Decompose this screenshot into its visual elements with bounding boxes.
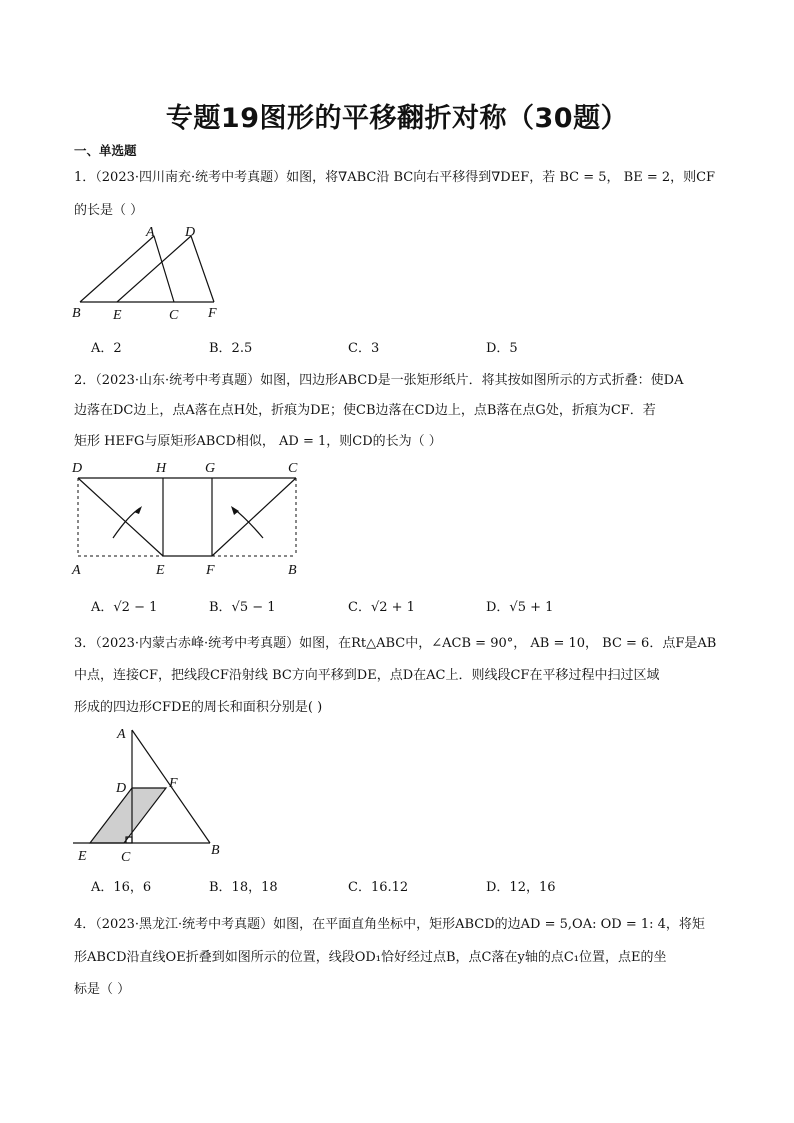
q1-option-a[interactable]: A．2 [91,341,122,356]
q3-option-a[interactable]: A．16，6 [91,880,152,895]
q3-option-c[interactable]: C．16.12 [348,880,409,895]
q2-option-a[interactable]: A．√2 − 1 [91,600,158,615]
q1-line-1: 1．（2023·四川南充·统考中考真题）如图，将∇ABC沿 BC向右平移得到∇DEF，若 BC = 5， BE = 2，则CF [74,170,716,185]
q2-label-g: G [205,461,216,476]
q2-figure [68,456,308,580]
q2-option-b[interactable]: B．√5 − 1 [209,600,276,615]
q3-line-3: 形成的四边形CFDE的周长和面积分别是( ) [74,700,323,715]
q3-label-f: F [169,776,178,791]
q2-label-a: A [72,563,81,578]
q2-label-c: C [288,461,298,476]
q2-label-d: D [72,461,83,476]
q2-option-d[interactable]: D．√5 + 1 [486,600,554,615]
q1-option-d[interactable]: D．5 [486,341,518,356]
q1-line-2: 的长是（ ） [74,203,144,218]
q2-label-h: H [156,461,167,476]
q3-line-2: 中点，连接CF，把线段CF沿射线 BC方向平移到DE，点D在AC上．则线段CF在平移过程中扫过区域 [74,668,660,683]
q2-option-c[interactable]: C．√2 + 1 [348,600,415,615]
q1-label-c: C [169,308,179,322]
q2-line-3: 矩形 HEFG与原矩形ABCD相似， AD = 1，则CD的长为（ ） [74,434,442,449]
q3-label-a: A [117,727,126,742]
q4-line-2: 形ABCD沿直线OE折叠到如图所示的位置，线段OD₁恰好经过点B，点C落在y轴的点C₁位置，点E的坐 [74,950,667,965]
q1-option-c[interactable]: C．3 [348,341,380,356]
q3-option-d[interactable]: D．12，16 [486,880,556,895]
q3-option-b[interactable]: B．18，18 [209,880,278,895]
q1-option-b[interactable]: B．2.5 [209,341,253,356]
q2-label-f: F [206,563,215,578]
q4-line-1: 4．（2023·黑龙江·统考中考真题）如图，在平面直角坐标中，矩形ABCD的边AD = 5,OA: OD = 1: 4，将矩 [74,917,705,932]
section-heading: 一、单选题 [74,143,137,158]
q1-figure [68,222,228,322]
q2-line-1: 2．（2023·山东·统考中考真题）如图，四边形ABCD是一张矩形纸片．将其按如图所示的方式折叠：使DA [74,373,684,388]
q3-figure [68,722,238,868]
q1-label-f: F [208,306,217,321]
q2-label-b: B [288,563,297,578]
q2-line-2: 边落在DC边上，点A落在点H处，折痕为DE；使CB边落在CD边上，点B落在点G处，折痕为CF．若 [74,403,656,418]
q3-label-e: E [78,849,87,864]
page-title: 专题19图形的平移翻折对称（30题） [165,103,629,134]
q1-label-a: A [146,225,155,240]
q3-label-d: D [116,781,127,796]
q1-label-b: B [72,306,81,321]
q2-label-e: E [156,563,165,578]
q1-label-e: E [113,308,122,322]
q3-line-1: 3．（2023·内蒙古赤峰·统考中考真题）如图，在Rt△ABC中，∠ACB = 90°， AB = 10， BC = 6．点F是AB [74,636,717,651]
q1-label-d: D [185,225,196,240]
q3-label-c: C [121,850,131,865]
q3-label-b: B [211,843,220,858]
q4-line-3: 标是（ ） [74,982,131,997]
